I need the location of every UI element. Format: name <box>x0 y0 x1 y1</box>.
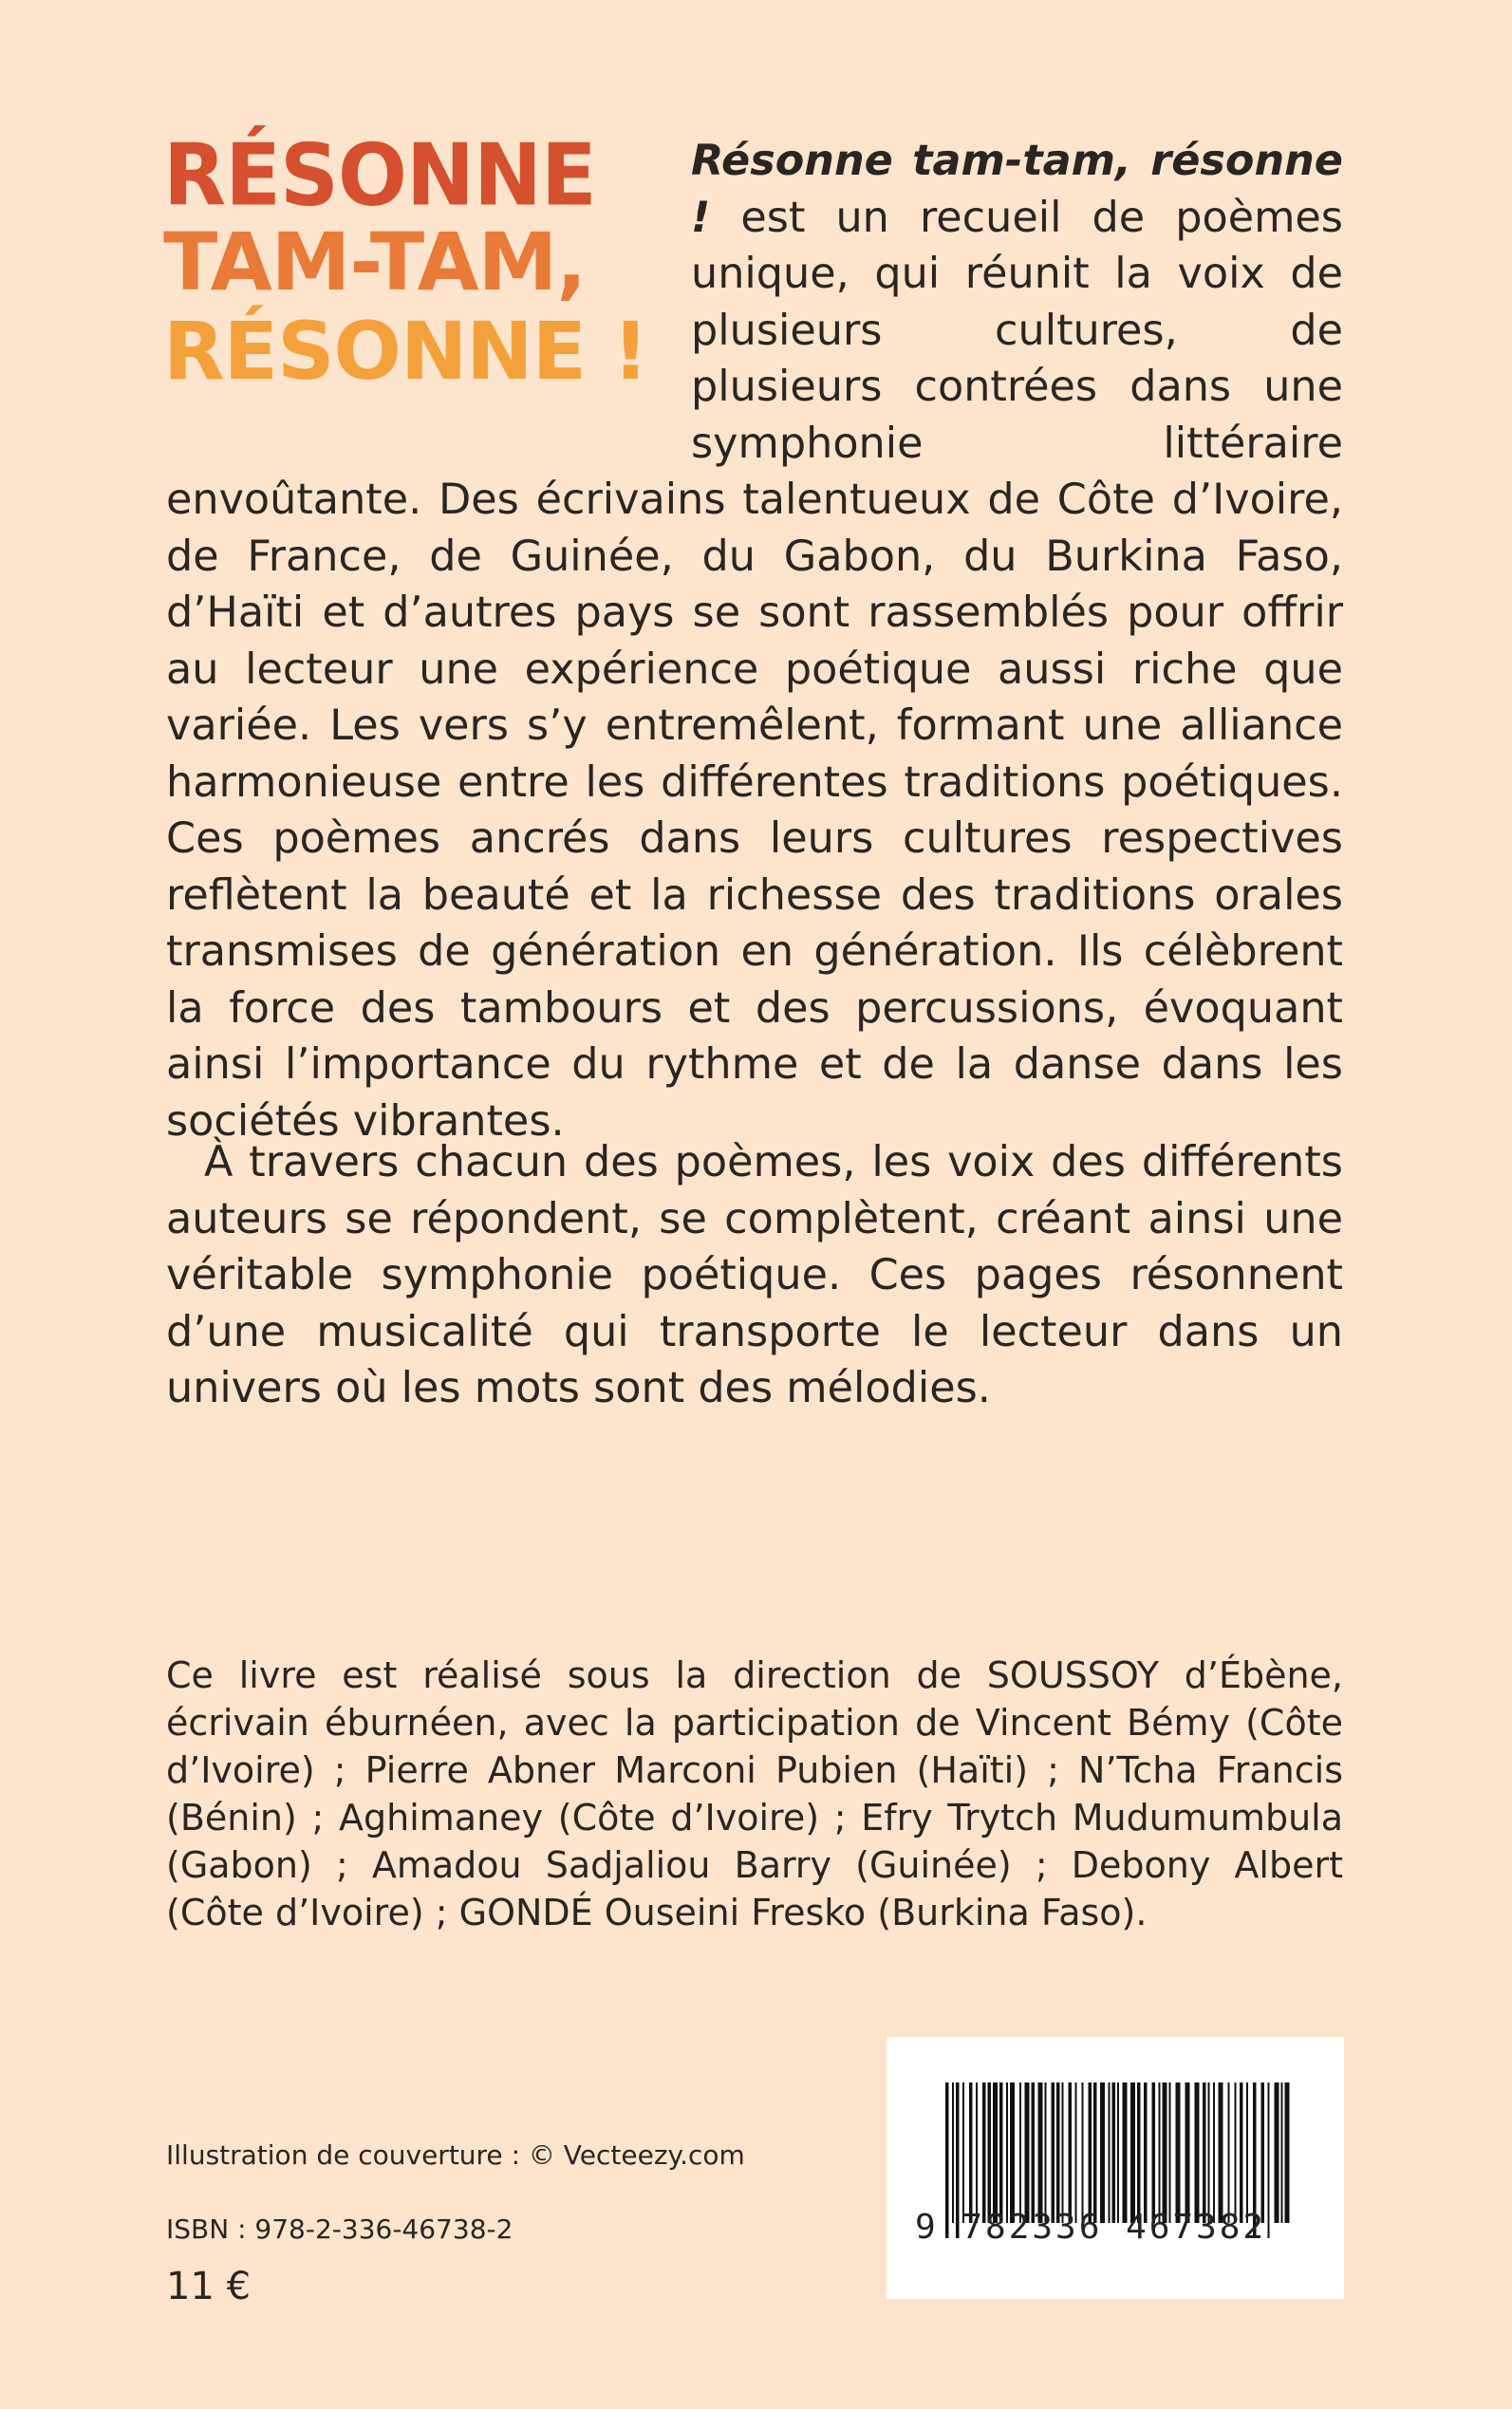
barcode-bar <box>1275 2082 1279 2223</box>
barcode-bar <box>1069 2082 1073 2223</box>
barcode-bar <box>1089 2082 1092 2223</box>
barcode-digits: 9 782336 467382 <box>915 2208 1267 2247</box>
title-logo-line-3: RÉSONNE ! <box>163 305 648 398</box>
barcode-bar <box>1100 2082 1105 2223</box>
logo-spacer <box>166 133 691 418</box>
barcode-bar <box>1208 2082 1210 2223</box>
blurb-lead-title: Résonne tam-tam, résonne ! <box>691 137 1343 242</box>
barcode-bar <box>1112 2082 1116 2223</box>
barcode-bar <box>1195 2082 1200 2223</box>
barcode-bar <box>1123 2082 1128 2223</box>
title-logo-line-2: TAM-TAM, <box>163 215 587 308</box>
barcode-bar <box>1163 2082 1167 2223</box>
illustration-credit: Illustration de couverture : © Vecteezy.com <box>166 2139 745 2171</box>
barcode-bar <box>1137 2082 1141 2223</box>
barcode-bar <box>1144 2082 1148 2223</box>
barcode-bar <box>952 2082 954 2223</box>
barcode-bar <box>1176 2082 1181 2223</box>
barcode-bar <box>1117 2082 1119 2223</box>
blurb-paragraph-2: À travers chacun des poèmes, les voix des différents auteurs se répondent, se complètent, créant ainsi une véritable symphonie poétique. Ces pages résonnent d’une musicalité qui transporte le lecteur dans un univers où les mots sont des mélodies. <box>166 1138 1343 1412</box>
barcode-bar <box>1006 2082 1008 2223</box>
barcode-bar <box>988 2082 992 2223</box>
barcode-bar <box>962 2082 964 2223</box>
barcode-bar <box>1038 2082 1043 2223</box>
barcode-bar <box>1213 2082 1215 2223</box>
barcode-bar <box>1052 2082 1055 2223</box>
barcode-bar <box>1082 2082 1084 2223</box>
price: 11 € <box>166 2265 252 2308</box>
barcode-bar <box>999 2082 1003 2223</box>
barcode-bar <box>1056 2082 1060 2223</box>
title-logo-line-1: RÉSONNE <box>163 125 596 226</box>
barcode-bar <box>976 2082 978 2223</box>
barcode-bar <box>1281 2082 1283 2223</box>
barcode-bar <box>1246 2082 1248 2223</box>
barcode-bar <box>1010 2082 1015 2223</box>
barcode-bar <box>1045 2082 1047 2223</box>
barcode-bar <box>1203 2082 1206 2223</box>
barcode-bar <box>1240 2082 1243 2223</box>
barcode-bar <box>1235 2082 1237 2223</box>
barcode-bar <box>993 2082 998 2223</box>
barcode-bar <box>1032 2082 1036 2223</box>
barcode-bar <box>982 2082 986 2223</box>
isbn-number: ISBN : 978-2-336-46738-2 <box>166 2213 513 2245</box>
blurb-paragraph-1-text: est un recueil de poèmes unique, qui réunit la voix de plusieurs cultures, de plusieurs contrées dans une symphonie littéraire envoûtante. Des écrivains talentueux de Côte d’Ivoire, de France, de Guinée, du Gabon, du Burkina Faso, d’Haïti et d’autres pays se sont rassemblés pour offrir au lecteur une expérience poétique aussi riche que variée. Les vers s’y entremêlent, formant une alliance harmonieuse entre les différentes traditions poétiques. Ces poèmes ancrés dans leurs cultures respectives reflètent la beauté et la richesse des traditions orales transmises de génération en génération. Ils célèbrent la force des tambours et des percussions, évoquant ainsi l’importance du rythme et de la danse dans les sociétés vibrantes. <box>166 193 1343 1146</box>
barcode <box>887 2037 1344 2299</box>
barcode-bar <box>1228 2082 1230 2223</box>
barcode-bar <box>1093 2082 1097 2223</box>
barcode-bar <box>1169 2082 1171 2223</box>
barcode-bar <box>1109 2082 1111 2223</box>
barcode-bar <box>1219 2082 1223 2223</box>
barcode-bar <box>1152 2082 1156 2223</box>
barcode-bar <box>1159 2082 1161 2223</box>
barcode-bar <box>1025 2082 1030 2223</box>
barcode-bars <box>887 2037 1344 2299</box>
barcode-bar <box>1075 2082 1077 2223</box>
blurb-paragraph-1 <box>166 133 1343 1149</box>
barcode-bar <box>1130 2082 1135 2223</box>
barcode-bar <box>1185 2082 1190 2223</box>
barcode-bar <box>969 2082 973 2223</box>
barcode-bar <box>1285 2082 1290 2223</box>
barcode-bar <box>1019 2082 1021 2223</box>
contributors-credits: Ce livre est réalisé sous la direction de SOUSSOY d’Ébène, écrivain éburnéen, avec la participation de Vincent Bémy (Côte d’Ivoire) ; Pierre Abner Marconi Pubien (Haïti) ; N’Tcha Francis (Bénin) ; Aghimaney (Côte d’Ivoire) ; Efry Trytch Mudumumbula (Gabon) ; Amadou Sadjaliou Barry (Guinée) ; Debony Albert (Côte d’Ivoire) ; GONDÉ Ouseini Fresko (Burkina Faso). <box>166 1654 1343 1933</box>
barcode-bar <box>1261 2082 1265 2223</box>
barcode-bar <box>1062 2082 1064 2223</box>
